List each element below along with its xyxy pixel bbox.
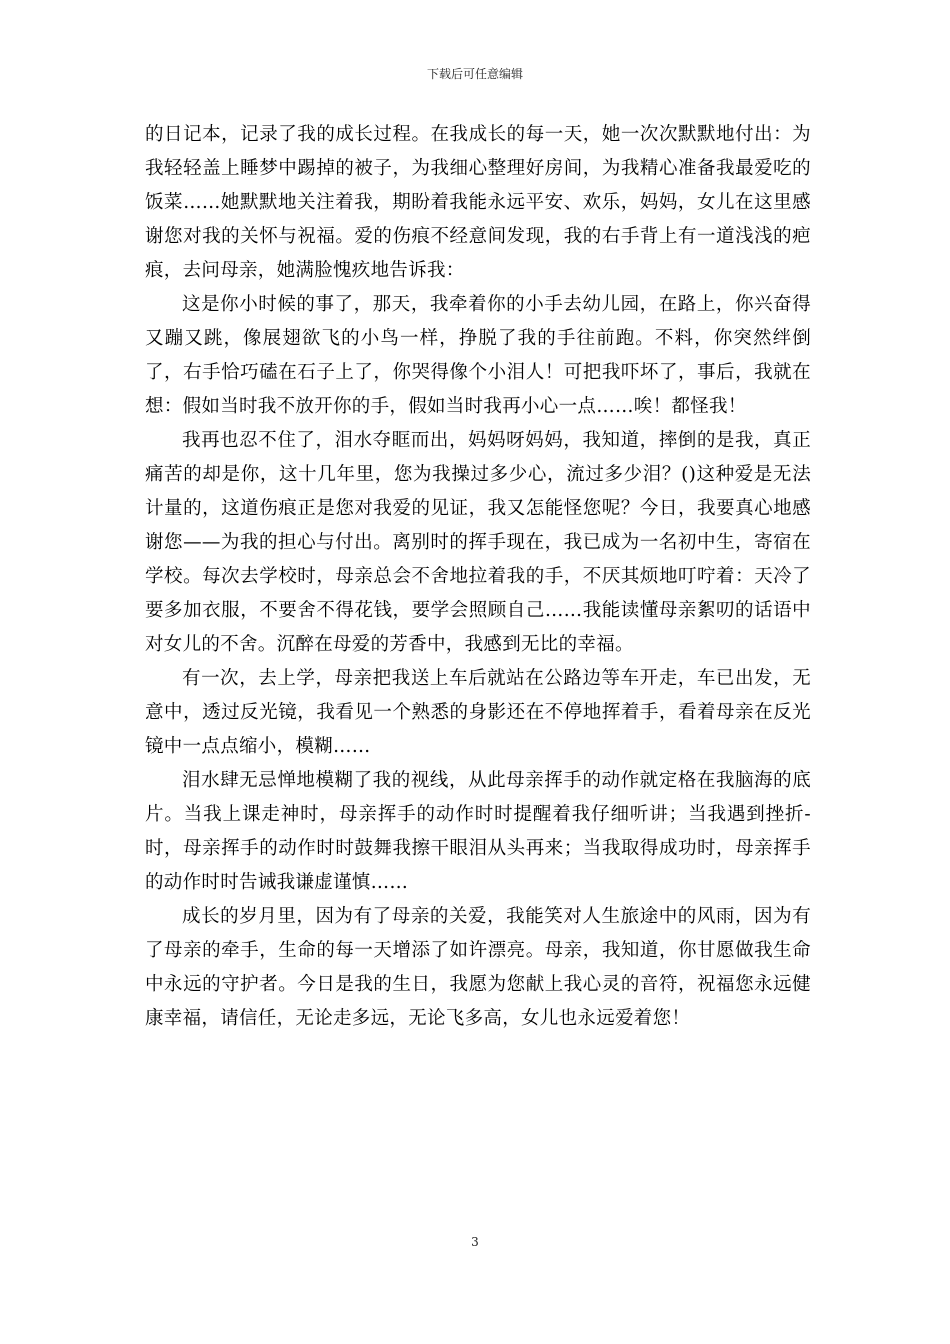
paragraph: 泪水肆无忌惮地模糊了我的视线，从此母亲挥手的动作就定格在我脑海的底片。当我上课走神时，母亲挥手的动作时时提醒着我仔细听讲；当我遇到挫折-时，母亲挥手的动作时时鼓舞我擦干眼泪从头再来；当我取得成功时，母亲挥手的动作时时告诫我谦虚谨慎…… (145, 770, 811, 893)
paragraph: 成长的岁月里，因为有了母亲的关爱，我能笑对人生旅途中的风雨，因为有了母亲的牵手，生命的每一天增添了如许漂亮。母亲，我知道，你甘愿做我生命中永远的守护者。今日是我的生日，我愿为您献上我心灵的音符，祝福您永远健康幸福，请信任，无论走多远，无论飞多高，女儿也永远爱着您！ (145, 906, 811, 1029)
paragraph: 我再也忍不住了，泪水夺眶而出，妈妈呀妈妈，我知道，摔倒的是我，真正痛苦的却是你，这十几年里，您为我操过多少心，流过多少泪？()这种爱是无法计量的，这道伤痕正是您对我爱的见证，我又怎能怪您呢？今日，我要真心地感谢您——为我的担心与付出。离别时的挥手现在，我已成为一名初中生，寄宿在学校。每次去学校时，母亲总会不舍地拉着我的手，不厌其烦地叮咛着：天冷了要多加衣服，不要舍不得花钱，要学会照顾自己……我能读懂母亲絮叨的话语中对女儿的不舍。沉醉在母爱的芳香中，我感到无比的幸福。 (145, 430, 811, 655)
body-text (145, 118, 811, 1036)
paragraph: 这是你小时候的事了，那天，我牵着你的小手去幼儿园，在路上，你兴奋得又蹦又跳，像展翅欲飞的小鸟一样，挣脱了我的手往前跑。不料，你突然绊倒了，右手恰巧磕在石子上了，你哭得像个小泪人！可把我吓坏了，事后，我就在想：假如当时我不放开你的手，假如当时我再小心一点……唉！都怪我！ (145, 294, 811, 417)
paragraph: 有一次，去上学，母亲把我送上车后就站在公路边等车开走，车已出发，无意中，透过反光镜，我看见一个熟悉的身影还在不停地挥着手，看着母亲在反光镜中一点点缩小，模糊…… (145, 668, 811, 757)
header-note: 下载后可任意编辑 (426, 67, 523, 81)
page-number: 3 (471, 1235, 479, 1249)
paragraph: 的日记本，记录了我的成长过程。在我成长的每一天，她一次次默默地付出：为我轻轻盖上睡梦中踢掉的被子，为我细心整理好房间，为我精心准备我最爱吃的饭菜……她默默地关注着我，期盼着我能永远平安、欢乐，妈妈，女儿在这里感谢您对我的关怀与祝福。爱的伤痕不经意间发现，我的右手背上有一道浅浅的疤痕，去问母亲，她满脸愧疚地告诉我： (145, 124, 811, 281)
